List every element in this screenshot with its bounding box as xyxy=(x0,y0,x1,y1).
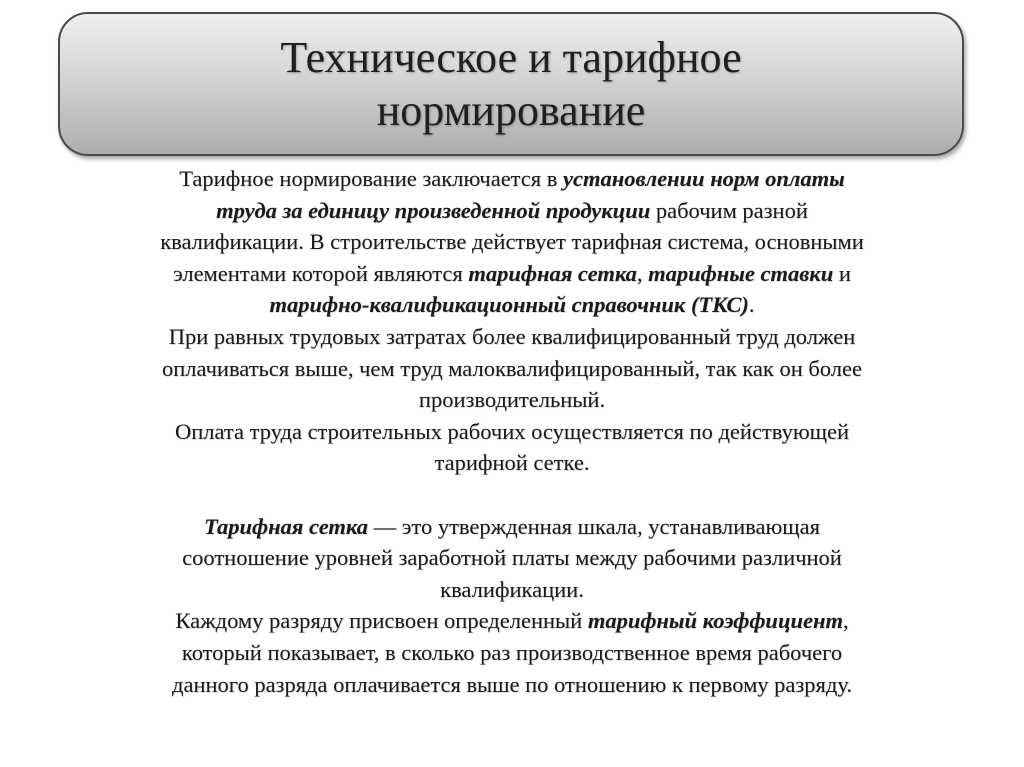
emphasis-text: установлении норм оплаты xyxy=(563,166,845,191)
body-text: Тарифное нормирование заключается в xyxy=(179,166,563,191)
body-line xyxy=(30,289,994,321)
body-text: , xyxy=(842,608,849,634)
body-line: При равных трудовых затратах более квалифицированный труд должен xyxy=(168,323,856,349)
emphasis-text: тарифный коэффициент xyxy=(587,608,843,634)
emphasis-text: труда за единицу произведенной продукции xyxy=(216,197,651,223)
emphasis-text: тарифно-квалификационный справочник (ТКС) xyxy=(269,292,749,318)
body-text: . xyxy=(748,292,755,318)
slide-body-text xyxy=(30,163,994,700)
body-line xyxy=(30,195,994,227)
slide-title-line-1: Техническое и тарифное xyxy=(280,33,742,82)
body-line xyxy=(30,258,994,290)
title-panel xyxy=(58,12,964,156)
body-text: элементами которой являются xyxy=(173,260,469,286)
slide-title xyxy=(280,31,741,137)
body-line: производительный. xyxy=(418,387,606,413)
body-line: данного разряда оплачивается выше по отношению к первому разряду. xyxy=(172,671,852,697)
body-line: квалификации. В строительстве действует тарифная система, основными xyxy=(160,229,864,255)
emphasis-text: тарифные ставки xyxy=(648,260,834,286)
body-line: оплачиваться выше, чем труд малоквалифицированный, так как он более xyxy=(162,355,862,381)
slide-title-line-2: нормирование xyxy=(376,86,646,135)
body-line: который показывает, в сколько раз производственное время рабочего xyxy=(181,639,843,665)
body-line xyxy=(30,511,994,543)
body-line: соотношение уровней заработной платы между рабочими различной xyxy=(182,545,842,571)
body-line: Оплата труда строительных рабочих осуществляется по действующей xyxy=(174,418,850,444)
body-text: и xyxy=(833,260,851,286)
body-line: тарифной сетке. xyxy=(434,450,590,476)
emphasis-text: тарифная сетка xyxy=(468,260,637,286)
body-text: Каждому разряду присвоен определенный xyxy=(175,608,588,634)
body-text: , xyxy=(636,260,649,286)
body-text: — это утвержденная шкала, устанавливающая xyxy=(368,513,820,539)
paragraph-gap xyxy=(30,479,994,511)
body-text: рабочим разной xyxy=(650,197,808,223)
body-line xyxy=(30,163,994,195)
body-line: квалификации. xyxy=(440,576,584,602)
emphasis-text: Тарифная сетка xyxy=(204,513,368,539)
body-line xyxy=(30,605,994,637)
